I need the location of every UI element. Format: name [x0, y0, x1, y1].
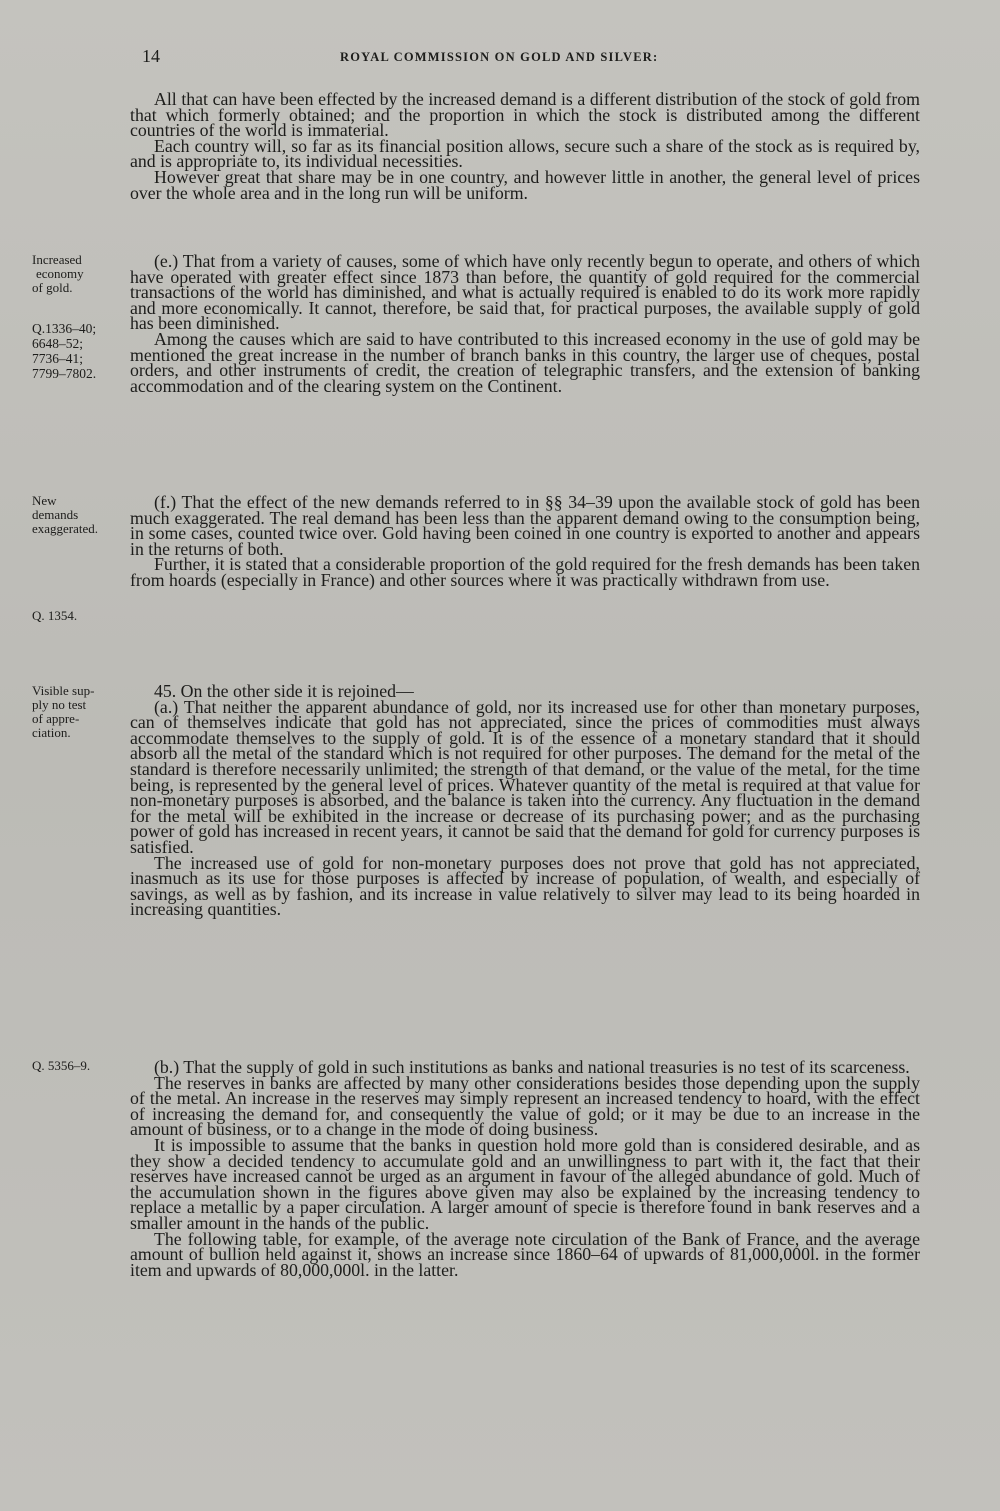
paragraph: All that can have been effected by the increased demand is a different distribution of the stock of gold from that which formerly obtained; and the proportion in which the stock is distributed among the different countries of the world is immaterial. — [130, 89, 920, 141]
page-header — [0, 46, 1000, 72]
paragraph: Each country will, so far as its financial position allows, secure such a share of the stock as is required by, and is appropriate to, its individual necessities. — [130, 135, 920, 172]
page-number: 14 — [142, 46, 160, 66]
sidenote-line: economy — [36, 266, 84, 281]
sidenote-line: ply no test — [32, 697, 87, 712]
sidenote-line: Q. 5356–9. — [32, 1058, 91, 1073]
sidenote-line: 6648–52; — [32, 336, 84, 351]
paragraph: (b.) That the supply of gold in such institutions as banks and national treasuries is no test of its scarceness. — [154, 1057, 910, 1077]
sidenote-line: Increased — [32, 252, 82, 267]
sidenote-question-refs-e — [32, 321, 128, 381]
paragraph: (f.) That the effect of the new demands referred to in §§ 34–39 upon the available stock of gold has been much exaggerated. The real demand has been less than the apparent demand owing to the consumption being, in some cases, counted twice over. Gold having been coined in one country is exported to another and appears in the returns of both. — [130, 492, 920, 559]
sidenote-line: demands — [32, 507, 79, 522]
paragraph: The following table, for example, of the average note circulation of the Bank of France, and the average amount of bullion held against it, shows an increase since 1860–64 of upwards of 81,000,000l. in the former item and upwards of 80,000,000l. in the latter. — [130, 1228, 920, 1280]
sidenote-line: exaggerated. — [32, 521, 99, 536]
paragraph: It is impossible to assume that the banks in question hold more gold than is considered desirable, and as they show a decided tendency to accumulate gold and an unwillingness to part with it, the fact that their reserves have increased cannot be urged as an argument in favour of the alleged abundance of gold. Much of the accumulation shown in the figures above given may also be explained by the increasing tendency to replace a metallic by a paper circulation. A larger amount of specie is therefore found in bank reserves and a smaller amount in the hands of the public. — [130, 1134, 920, 1233]
sidenote-line: ciation. — [32, 725, 71, 740]
sidenote-line: 7799–7802. — [32, 366, 97, 381]
paragraph: Further, it is stated that a considerable proportion of the gold required for the fresh demands has been taken from hoards (especially in France) and other sources where it was practically withdrawn from use. — [130, 554, 920, 590]
paragraph-group-1 — [130, 89, 920, 203]
sidenote-line: Q.1336–40; — [32, 321, 97, 336]
sidenote-line: New — [32, 493, 57, 508]
sidenote-visible-supply — [32, 684, 128, 740]
paragraph: However great that share may be in one country, and however little in another, the general level of prices over the whole area and in the long run will be uniform. — [130, 166, 920, 203]
paragraph: The reserves in banks are affected by many other considerations besides those depending upon the supply of the metal. An increase in the reserves may simply represent an increased tendency to hoard, with the effect of increasing the demand for, and consequently the value of gold; or it may be due to an increase in the amount of business, or to a change in the mode of doing business. — [130, 1072, 920, 1140]
sidenote-question-ref-5356 — [32, 1059, 128, 1073]
paragraph-group-b — [130, 1057, 920, 1280]
sidenote-new-demands — [32, 494, 128, 536]
paragraph-group-45 — [130, 681, 920, 920]
sidenote-line: of gold. — [32, 280, 73, 295]
paragraph: Among the causes which are said to have contributed to this increased economy in the use of gold may be mentioned the great increase in the number of branch banks in this country, the larger use of cheques, postal orders, and other instruments of credit, the creation of telegraphic transfers, and the extension of banking accommodation and of the clearing system on the Continent. — [130, 328, 920, 396]
sidenote-increased-economy — [32, 253, 128, 295]
paragraph-group-e — [130, 251, 920, 396]
sidenote-line: of appre- — [32, 711, 80, 726]
sidenote-question-ref-1354 — [32, 609, 128, 623]
paragraph: (e.) That from a variety of causes, some of which have only recently begun to operate, and others of which have operated with greater effect since 1873 than before, the quantity of gold required for the commercial transactions of the world has diminished, and what is actually required is enabled to do its work more rapidly and more economically. It cannot, therefore, be said that, for practical purposes, the available supply of gold has been diminished. — [130, 251, 920, 334]
paragraph-group-f — [130, 492, 920, 590]
paragraph: The increased use of gold for non-monetary purposes does not prove that gold has not appreciated, inasmuch as its use for those purposes is affected by increase of population, of wealth, and especially of savings, as well as by fashion, and its increase in value relatively to silver may lead to its being hoarded in increasing quantities. — [130, 852, 920, 920]
sidenote-line: Visible sup- — [32, 683, 95, 698]
running-head: ROYAL COMMISSION ON GOLD AND SILVER: — [340, 50, 659, 64]
section-heading-45: 45. On the other side it is rejoined— — [154, 681, 414, 701]
sidenote-line: 7736–41; — [32, 351, 84, 366]
paragraph: (a.) That neither the apparent abundance of gold, nor its increased use for other than monetary purposes, can of themselves indicate that gold has not appreciated, since the prices of commodities must always accommodate themselves to the supply of gold. It is of the essence of a monetary standard that it should absorb all the metal of the standard which is not required for other purposes. The demand for the metal of the standard is therefore necessarily unlimited; the strength of that demand, or the value of the metal, for the time being, is represented by the general level of prices. Whatever quantity of the metal is required at that value for non-monetary purposes is absorbed, and the balance is taken into the currency. Any fluctuation in the demand for the metal will be exhibited in the increase or decrease of its purchasing power; and as the purchasing power of gold has increased in recent years, it cannot be said that the demand for gold for currency purposes is satisfied. — [130, 696, 920, 857]
sidenote-line: Q. 1354. — [32, 608, 78, 623]
